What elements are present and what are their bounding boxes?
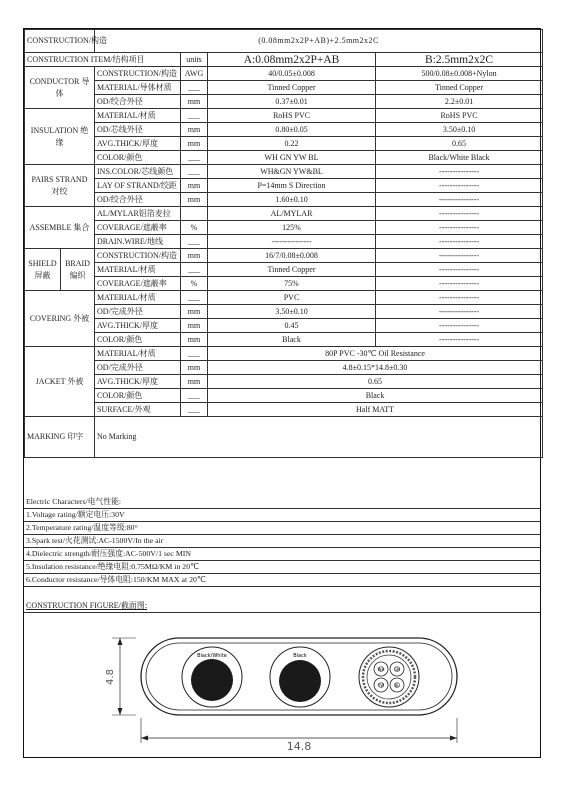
jacket-item-3: COLOR/颜色 (95, 389, 181, 403)
shield-group-1: SHIELD 屏蔽 (25, 249, 61, 291)
electric-characters (24, 496, 540, 587)
covering-b-1: --------------- (376, 305, 543, 319)
jacket-value-2: 0.65 (208, 375, 543, 389)
insulation-unit-3: ___ (181, 151, 208, 165)
shield-a-1: Tinned Copper (208, 263, 376, 277)
pair-label-1: WH (377, 667, 385, 672)
insulation-item-3: COLOR/颜色 (95, 151, 181, 165)
col-a-header: A:0.08mm2x2P+AB (208, 53, 376, 67)
electric-title: Electric Characters/电气性能: (24, 496, 540, 509)
col-item-header: CONSTRUCTION ITEM/结构项目 (25, 53, 181, 67)
marking-value: No Marking (95, 417, 543, 458)
covering-unit-3: mm (181, 333, 208, 347)
pairs-a-2: 1.60±0.10 (208, 193, 376, 207)
jacket-value-3: Black (208, 389, 543, 403)
insulation-item-0: MATERIAL/材质 (95, 109, 181, 123)
assemble-b-2: --------------- (376, 235, 543, 249)
shield-unit-0: mm (181, 249, 208, 263)
conductor-unit-1: ___ (181, 81, 208, 95)
pair-label-3: YW (377, 683, 385, 688)
covering-item-0: MATERIAL/材质 (95, 291, 181, 305)
conductor-unit-2: mm (181, 95, 208, 109)
insulation-b-3: Black/White Black (376, 151, 543, 165)
assemble-b-1: --------------- (376, 221, 543, 235)
covering-item-3: COLOR/颜色 (95, 333, 181, 347)
electric-item-4: 4.Dielectric strength/耐压强度:AC-500V/1 sec MIN (24, 548, 540, 561)
construction-label: CONSTRUCTION/构造 (25, 30, 95, 53)
construction-title: (0.08mm2x2P+AB)+2.5mm2x2C (95, 30, 543, 53)
jacket-unit-4: ___ (181, 403, 208, 417)
construction-figure (24, 600, 540, 763)
jacket-unit-0: ___ (181, 347, 208, 361)
jacket-value-4: Half MATT (208, 403, 543, 417)
shield-b-0: --------------- (376, 249, 543, 263)
electric-item-2: 2.Temperature rating/温度等级:80° (24, 522, 540, 535)
col-b-header: B:2.5mm2x2C (376, 53, 543, 67)
braid-shield (363, 651, 415, 703)
jacket-item-0: MATERIAL/材质 (95, 347, 181, 361)
insulation-b-2: 0.65 (376, 137, 543, 151)
jacket-group: JACKET 外被 (25, 347, 95, 417)
pairs-unit-1: mm (181, 179, 208, 193)
conductor-group: CONDUCTOR 导体 (25, 67, 95, 109)
jacket-item-4: SURFACE/外观 (95, 403, 181, 417)
pairs-b-2: --------------- (376, 193, 543, 207)
pairs-unit-2: mm (181, 193, 208, 207)
insulation-b-0: RoHS PVC (376, 109, 543, 123)
electric-item-5: 5.Insulation resistance/绝缘电阻:0.75MΩ/KM in 20℃ (24, 561, 540, 574)
pairs-b-1: --------------- (376, 179, 543, 193)
insulation-a-0: RoHS PVC (208, 109, 376, 123)
conductor-item-1: MATERIAL/导体材质 (95, 81, 181, 95)
pairs-item-2: OD/绞合外径 (95, 193, 181, 207)
insulation-a-3: WH GN YW BL (208, 151, 376, 165)
core-mid-conductor (279, 660, 321, 702)
covering-unit-1: mm (181, 305, 208, 319)
covering-a-3: Black (208, 333, 376, 347)
marking-label: MARKING 印字 (25, 417, 95, 458)
shield-item-2: COVERAGE/遮蔽率 (95, 277, 181, 291)
pairs-b-0: --------------- (376, 165, 543, 179)
conductor-a-1: Tinned Copper (208, 81, 376, 95)
conductor-unit-0: AWG (181, 67, 208, 81)
assemble-group: ASSEMBLE 集合 (25, 207, 95, 249)
shield-item-1: MATERIAL/材质 (95, 263, 181, 277)
insulation-item-1: OD/芯线外径 (95, 123, 181, 137)
insulation-unit-0: ___ (181, 109, 208, 123)
figure-title: CONSTRUCTION FIGURE/截面图: (24, 600, 540, 613)
assemble-b-0: --------------- (376, 207, 543, 221)
shield-group-2: BRAID 编织 (61, 249, 95, 291)
insulation-b-1: 3.50±0.10 (376, 123, 543, 137)
covering-b-2: --------------- (376, 319, 543, 333)
jacket-item-1: OD/完成外径 (95, 361, 181, 375)
conductor-a-0: 40/0.05±0.008 (208, 67, 376, 81)
conductor-item-0: CONSTRUCTION/构造 (95, 67, 181, 81)
insulation-item-2: AVG.THICK/厚度 (95, 137, 181, 151)
assemble-unit-2: ___ (181, 235, 208, 249)
core-left-conductor (191, 659, 233, 701)
shield-b-1: --------------- (376, 263, 543, 277)
jacket-value-1: 4.8±0.15*14.8±0.30 (208, 361, 543, 375)
spec-table (24, 29, 543, 458)
pairs-item-1: LAY OF STRAND/绞距 (95, 179, 181, 193)
electric-item-6: 6.Conductor resistance/导体电阻:150/KM MAX at 20℃ (24, 574, 540, 587)
pairs-a-1: P=14mm S Direction (208, 179, 376, 193)
height-dim-label: 4.8 (105, 669, 116, 685)
cross-section-figure (24, 613, 540, 759)
covering-item-1: OD/完成外径 (95, 305, 181, 319)
pair-label-2: GN (393, 667, 401, 672)
covering-b-0: --------------- (376, 291, 543, 305)
covering-unit-2: mm (181, 319, 208, 333)
pair-label-4: BL (394, 683, 400, 688)
pairs-unit-0: ___ (181, 165, 208, 179)
assemble-item-1: COVERAGE/遮蔽率 (95, 221, 181, 235)
assemble-item-0: AL/MYLAR铝箔麦拉 (95, 207, 181, 221)
covering-a-2: 0.45 (208, 319, 376, 333)
jacket-value-0: 80P PVC -30℃ Oil Resistance (208, 347, 543, 361)
insulation-a-1: 0.80±0.05 (208, 123, 376, 137)
al-mylar-wrap (367, 655, 411, 699)
label-left: Black/White (197, 653, 227, 659)
covering-b-3: --------------- (376, 333, 543, 347)
width-dim-label: 14.8 (286, 740, 312, 753)
jacket-unit-1: mm (181, 361, 208, 375)
pairs-group: PAIRS STRAND 对绞 (25, 165, 95, 207)
insulation-a-2: 0.22 (208, 137, 376, 151)
pair-bundle-outer (359, 647, 419, 707)
shield-unit-2: % (181, 277, 208, 291)
shield-a-0: 16/7/0.08±0.008 (208, 249, 376, 263)
insulation-unit-1: mm (181, 123, 208, 137)
shield-b-2: --------------- (376, 277, 543, 291)
assemble-item-2: DRAIN.WIRE/地线 (95, 235, 181, 249)
covering-a-1: 3.50±0.10 (208, 305, 376, 319)
shield-unit-1: ___ (181, 263, 208, 277)
assemble-a-0: AL/MYLAR (208, 207, 376, 221)
insulation-group: INSULATION 绝缘 (25, 109, 95, 165)
conductor-b-1: Tinned Copper (376, 81, 543, 95)
conductor-b-2: 2.2±0.01 (376, 95, 543, 109)
assemble-a-2: --------------- (208, 235, 376, 249)
jacket-item-2: AVG.THICK/厚度 (95, 375, 181, 389)
shield-item-0: CONSTRUCTION/构造 (95, 249, 181, 263)
electric-item-3: 3.Spark test/火花测试:AC-1500V/In the air (24, 535, 540, 548)
pairs-a-0: WH&GN YW&BL (208, 165, 376, 179)
conductor-item-2: OD/绞合外径 (95, 95, 181, 109)
assemble-a-1: 125% (208, 221, 376, 235)
covering-item-2: AVG.THICK/厚度 (95, 319, 181, 333)
assemble-unit-0 (181, 207, 208, 221)
shield-a-2: 75% (208, 277, 376, 291)
assemble-unit-1: % (181, 221, 208, 235)
conductor-b-0: 500/0.08±0.008+Nylon (376, 67, 543, 81)
spec-sheet (23, 28, 541, 758)
electric-item-1: 1.Voltage rating/额定电压:30V (24, 509, 540, 522)
label-mid: Black (293, 653, 307, 659)
col-units-header: units (181, 53, 208, 67)
insulation-unit-2: mm (181, 137, 208, 151)
pairs-item-0: INS.COLOR/芯线颜色 (95, 165, 181, 179)
covering-group: COVERING 外被 (25, 291, 95, 347)
covering-a-0: PVC (208, 291, 376, 305)
conductor-a-2: 0.37±0.01 (208, 95, 376, 109)
covering-unit-0: ___ (181, 291, 208, 305)
jacket-unit-2: mm (181, 375, 208, 389)
jacket-unit-3: ___ (181, 389, 208, 403)
